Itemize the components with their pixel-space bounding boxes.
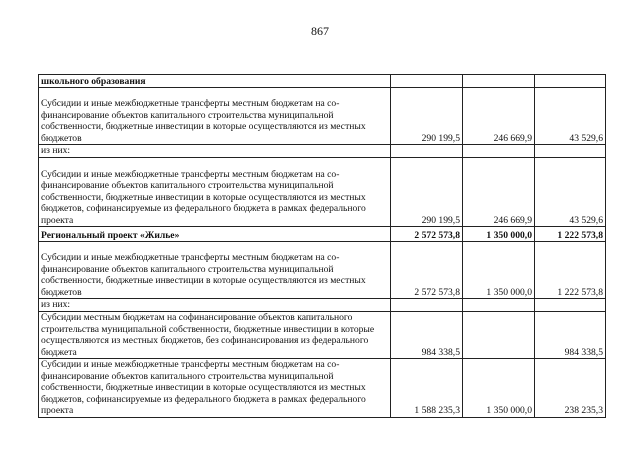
amount-cell-3: 984 338,5 — [535, 312, 606, 359]
row-description: Субсидии и иные межбюджетные трансферты местным бюджетам на софинансирование объектов капитального строительства муниципальной собственности, бюджетные инвестиции в которые осуществляются из местных бюджетов — [39, 88, 391, 145]
table-row — [39, 88, 606, 145]
table-row — [39, 242, 606, 299]
amount-cell-2: 1 350 000,0 — [463, 242, 535, 299]
amount-cell-2 — [463, 299, 535, 312]
row-description: Субсидии местным бюджетам на софинансирование объектов капитального строительства муниципальной собственности, бюджетные инвестиции в которые осуществляются из местных бюджетов, без софинансирования из федерального бюджета — [39, 312, 391, 359]
amount-cell-1: 984 338,5 — [391, 312, 463, 359]
amount-cell-3: 1 222 573,8 — [535, 227, 606, 242]
amount-cell-2 — [463, 145, 535, 158]
amount-cell-1: 290 199,5 — [391, 88, 463, 145]
row-description: Субсидии и иные межбюджетные трансферты местным бюджетам на софинансирование объектов капитального строительства муниципальной собственности, бюджетные инвестиции в которые осуществляются из местных бюджетов — [39, 242, 391, 299]
table-row — [39, 312, 606, 359]
amount-cell-2: 246 669,9 — [463, 88, 535, 145]
amount-cell-1 — [391, 145, 463, 158]
amount-cell-3: 43 529,6 — [535, 88, 606, 145]
row-description: школьного образования — [39, 75, 391, 88]
budget-table — [38, 74, 606, 418]
amount-cell-2 — [463, 312, 535, 359]
row-description: из них: — [39, 299, 391, 312]
row-description: Региональный проект «Жилье» — [39, 227, 391, 242]
amount-cell-1 — [391, 299, 463, 312]
amount-cell-1: 2 572 573,8 — [391, 227, 463, 242]
amount-cell-2: 1 350 000,0 — [463, 359, 535, 418]
table-row — [39, 145, 606, 158]
amount-cell-2 — [463, 75, 535, 88]
table-row — [39, 158, 606, 227]
amount-cell-2: 246 669,9 — [463, 158, 535, 227]
table-row — [39, 359, 606, 418]
amount-cell-3: 1 222 573,8 — [535, 242, 606, 299]
amount-cell-1: 2 572 573,8 — [391, 242, 463, 299]
row-description: Субсидии и иные межбюджетные трансферты местным бюджетам на софинансирование объектов капитального строительства муниципальной собственности, бюджетные инвестиции в которые осуществляются из местных бюджетов, софинансируемые из федерального бюджета в рамках федерального проекта — [39, 158, 391, 227]
amount-cell-3 — [535, 299, 606, 312]
amount-cell-3 — [535, 75, 606, 88]
table-row — [39, 227, 606, 242]
amount-cell-1: 1 588 235,3 — [391, 359, 463, 418]
page-number: 867 — [311, 24, 329, 38]
amount-cell-3: 43 529,6 — [535, 158, 606, 227]
amount-cell-1 — [391, 75, 463, 88]
table-body — [39, 75, 606, 418]
amount-cell-1: 290 199,5 — [391, 158, 463, 227]
table-row — [39, 75, 606, 88]
table-row — [39, 299, 606, 312]
row-description: из них: — [39, 145, 391, 158]
amount-cell-2: 1 350 000,0 — [463, 227, 535, 242]
amount-cell-3 — [535, 145, 606, 158]
row-description: Субсидии и иные межбюджетные трансферты местным бюджетам на софинансирование объектов капитального строительства муниципальной собственности, бюджетные инвестиции в которые осуществляются из местных бюджетов, софинансируемые из федерального бюджета в рамках федерального проекта — [39, 359, 391, 418]
amount-cell-3: 238 235,3 — [535, 359, 606, 418]
